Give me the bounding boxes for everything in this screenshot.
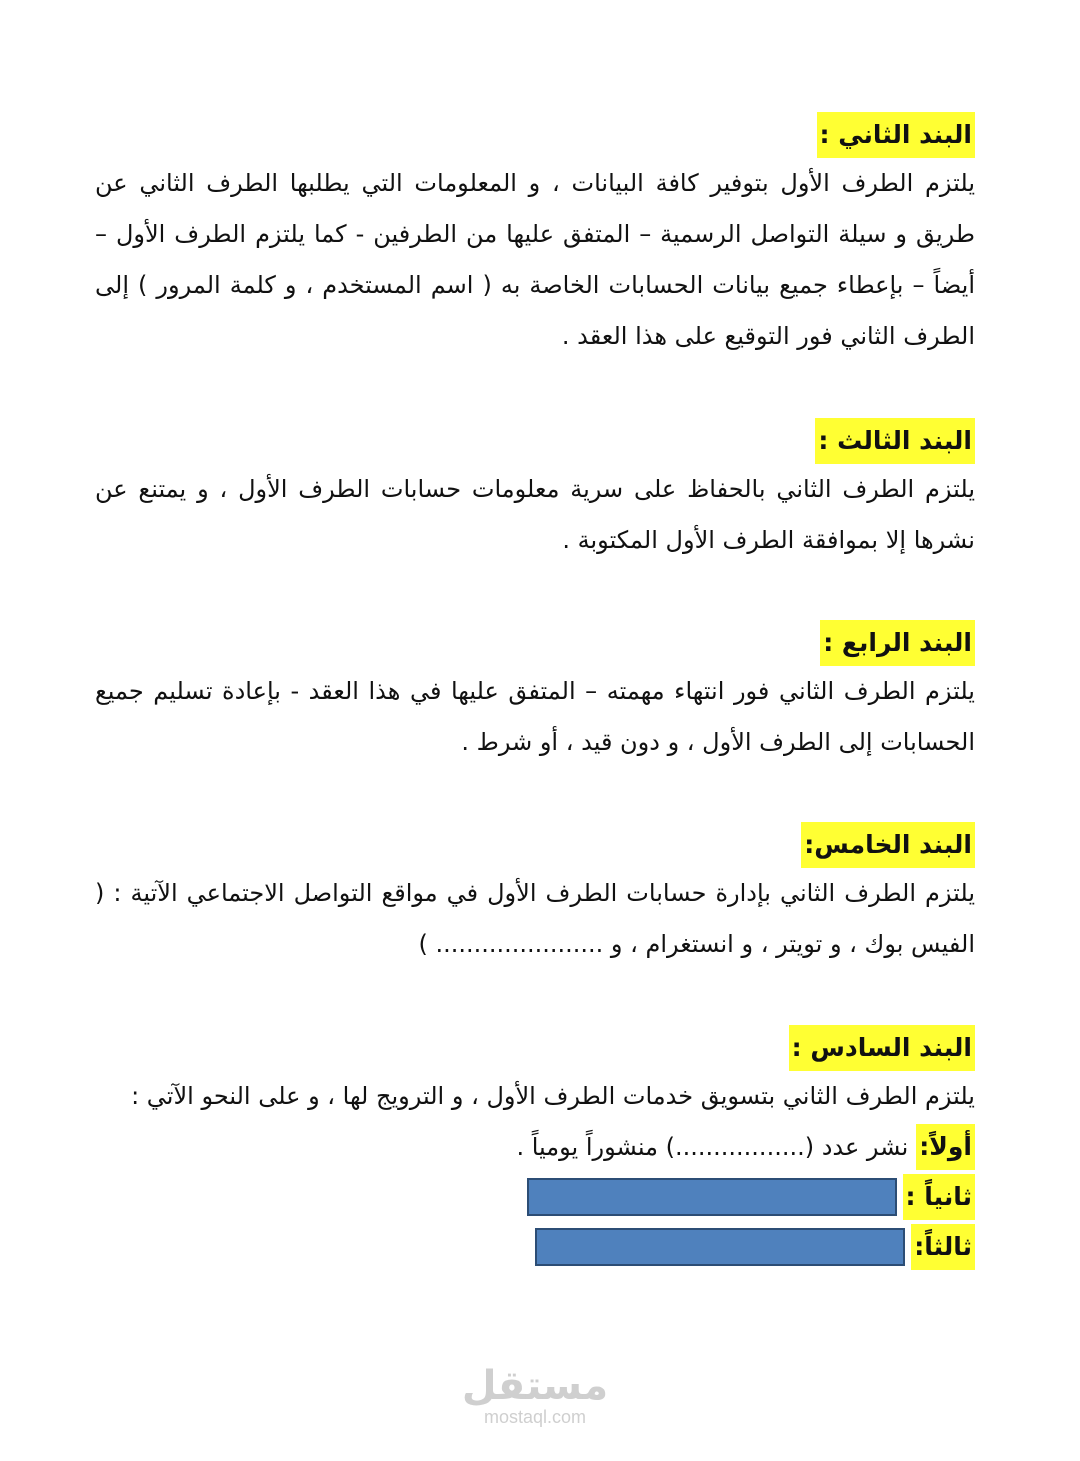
redaction-box [527, 1178, 897, 1216]
clause-2 [95, 112, 975, 362]
clause-6-item-2 [95, 1172, 975, 1222]
clause-6-item-1 [95, 1122, 975, 1172]
watermark-arabic: مستقل [461, 1363, 609, 1409]
item-1-text: نشر عدد (.................) منشوراً يومياً . [516, 1133, 909, 1161]
clause-4-body: يلتزم الطرف الثاني فور انتهاء مهمته – المتفق عليها في هذا العقد - بإعادة تسليم جميع الحسابات إلى الطرف الأول ، و دون قيد ، أو شرط . [95, 677, 975, 756]
clause-5-heading: البند الخامس: [801, 822, 975, 868]
clause-4 [95, 620, 975, 768]
clause-5 [95, 822, 975, 970]
item-3-label: ثالثاً: [911, 1224, 975, 1270]
clause-6-item-3 [95, 1222, 975, 1272]
item-1-label: أولاً: [916, 1124, 975, 1170]
clause-3 [95, 418, 975, 566]
clause-6 [95, 1025, 975, 1272]
clause-5-body: يلتزم الطرف الثاني بإدارة حسابات الطرف الأول في مواقع التواصل الاجتماعي الآتية : ( الفيس بوك ، و تويتر ، و انستغرام ، و ...................... ) [95, 879, 975, 958]
clause-3-heading: البند الثالث : [815, 418, 975, 464]
item-2-label: ثانياً : [903, 1174, 975, 1220]
mostaql-watermark [460, 1365, 610, 1427]
clause-4-heading: البند الرابع : [820, 620, 975, 666]
clause-2-heading: البند الثاني : [817, 112, 975, 158]
clause-6-body: يلتزم الطرف الثاني بتسويق خدمات الطرف الأول ، و الترويج لها ، و على النحو الآتي : [131, 1082, 975, 1110]
clause-3-body: يلتزم الطرف الثاني بالحفاظ على سرية معلومات حسابات الطرف الأول ، و يمتنع عن نشرها إلا بموافقة الطرف الأول المكتوبة . [95, 475, 975, 554]
watermark-latin: mostaql.com [483, 1407, 587, 1427]
redaction-box [535, 1228, 905, 1266]
clause-6-heading: البند السادس : [789, 1025, 975, 1071]
clause-2-body: يلتزم الطرف الأول بتوفير كافة البيانات ، و المعلومات التي يطلبها الطرف الثاني عن طريق و سيلة التواصل الرسمية – المتفق عليها من الطرفين - كما يلتزم الطرف الأول – أيضاً – بإعطاء جميع بيانات الحسابات الخاصة به ( اسم المستخدم ، و كلمة المرور ) إلى الطرف الثاني فور التوقيع على هذا العقد . [95, 169, 975, 350]
